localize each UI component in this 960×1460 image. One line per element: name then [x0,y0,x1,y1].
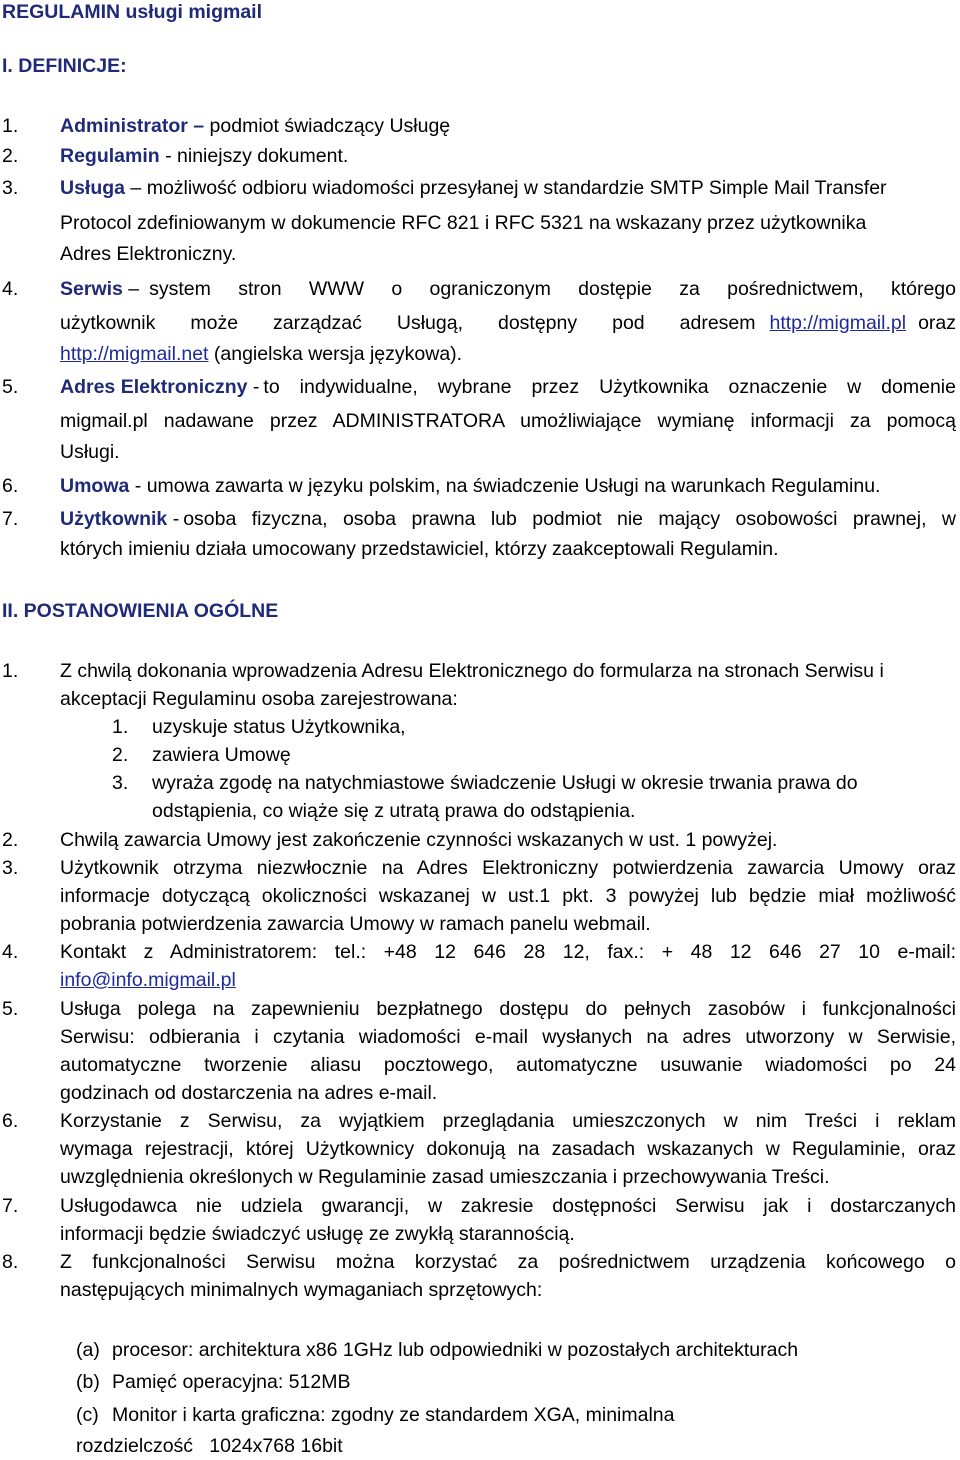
definition-text: podmiot świadczący Usługę [209,115,451,137]
definition-serwis-line2 [60,309,956,337]
definition-term: Użytkownik [60,508,168,530]
definition-usluga-line2: Protocol zdefiniowanym w dokumencie RFC 821 i RFC 5321 na wskazany przez użytkownika [60,212,867,234]
paragraph-5-line3: automatyczne tworzenie aliasu pocztowego, automatyczne usuwanie wiadomości po 24 [60,1054,956,1076]
paragraph-8-line2: następujących minimalnych wymaganiach sprzętowych: [60,1279,543,1301]
definition-num: 6. [2,475,19,497]
definition-num: 3. [2,177,19,199]
migmail-net-link[interactable]: http://migmail.net [60,343,209,365]
section-heading-definitions: I. DEFINICJE: [2,55,127,77]
requirement-label: (c) [76,1404,99,1426]
subitem-num: 3. [112,772,129,794]
definition-text: osoba fizyczna, osoba prawna lub podmiot nie mający osobowości prawnej, w [183,508,956,530]
definition-term: Serwis [60,278,123,300]
subitem-3-line1: wyraża zgodę na natychmiastowe świadczenie Usługi w okresie trwania prawa do [152,772,858,794]
definition-serwis-line1 [60,275,956,303]
definition-num: 1. [2,115,19,137]
definition-umowa-line1 [60,472,880,500]
requirement-label: (b) [76,1371,100,1393]
definition-serwis-line3 [60,340,462,368]
migmail-pl-link[interactable]: http://migmail.pl [769,312,907,334]
definition-sep: - [247,376,260,398]
requirement-memory: Pamięć operacyjna: 512MB [112,1371,351,1393]
paragraph-7-line2: informacji będzie świadczyć usługę ze zwykłą starannością. [60,1223,575,1245]
paragraph-3-line3: pobrania potwierdzenia zawarcia Umowy w ramach panelu webmail. [60,913,651,935]
paragraph-num: 1. [2,660,19,682]
definition-usluga-line3: Adres Elektroniczny. [60,243,237,265]
paragraph-8-line1: Z funkcjonalności Serwisu można korzystać za pośrednictwem urządzenia końcowego o [60,1251,956,1273]
paragraph-1-line1: Z chwilą dokonania wprowadzenia Adresu Elektronicznego do formularza na stronach Serwisu i [60,660,884,682]
paragraph-3-line1: Użytkownik otrzyma niezwłocznie na Adres Elektroniczny potwierdzenia zawarcia Umowy oraz [60,857,956,879]
definition-administrator [60,112,450,140]
contact-email-link[interactable]: info@info.migmail.pl [60,969,236,991]
paragraph-num: 4. [2,941,19,963]
subitem-2: zawiera Umowę [152,744,291,766]
definition-term: Usługa [60,177,126,199]
definition-text: użytkownik może zarządzać Usługą, dostępny pod adresem [60,312,756,334]
definition-adres-line3: Usługi. [60,441,120,463]
oraz-text: oraz [918,312,956,334]
definition-num: 5. [2,376,19,398]
requirement-monitor: Monitor i karta graficzna: zgodny ze standardem XGA, minimalna [112,1404,675,1426]
subitem-num: 2. [112,744,129,766]
definition-text: to indywidualne, wybrane przez Użytkownika oznaczenie w domenie [263,376,956,398]
document-title: REGULAMIN usługi migmail [2,1,263,23]
definition-adres-line1 [60,373,956,401]
definition-term: Adres Elektroniczny [60,376,248,398]
paragraph-6-line3: uwzględnienia określonych w Regulaminie zasad umieszczania i przechowywania Treści. [60,1166,830,1188]
definition-uzytkownik-line1 [60,505,956,533]
paragraph-2-line1: Chwilą zawarcia Umowy jest zakończenie czynności wskazanych w ust. 1 powyżej. [60,829,778,851]
definition-sep: – [125,177,147,199]
paragraph-5-line1: Usługa polega na zapewnieniu bezpłatnego dostępu do pełnych zasobów i funkcjonalności [60,998,956,1020]
definition-term: Administrator [60,115,188,137]
paragraph-num: 3. [2,857,19,879]
definition-term: Regulamin [60,145,160,167]
definition-sep: - [159,145,178,167]
definition-text: umowa zawarta w języku polskim, na świadczenie Usługi na warunkach Regulaminu. [146,475,881,497]
definition-regulamin [60,142,348,170]
definition-text: niniejszy dokument. [177,145,349,167]
paragraph-num: 2. [2,829,19,851]
definition-num: 4. [2,278,19,300]
paragraph-num: 5. [2,998,19,1020]
paragraph-4-line1: Kontakt z Administratorem: tel.: +48 12 646 28 12, fax.: + 48 12 646 27 10 e-mail: [60,941,956,963]
paragraph-6-line2: wymaga rejestracji, której Użytkownicy dokonują na zasadach wskazanych w Regulaminie, oraz [60,1138,956,1160]
paragraph-6-line1: Korzystanie z Serwisu, za wyjątkiem przeglądania umieszczonych w nim Treści i reklam [60,1110,956,1132]
requirement-label: (a) [76,1339,100,1361]
definition-sep: – [187,115,210,137]
definition-usluga-line1 [60,174,887,202]
definition-num: 7. [2,508,19,530]
paragraph-4-line2 [60,966,236,994]
definition-uzytkownik-line2: których imieniu działa umocowany przedstawiciel, którzy zaakceptowali Regulamin. [60,538,779,560]
paragraph-num: 6. [2,1110,19,1132]
definition-sep: - [167,508,180,530]
definition-num: 2. [2,145,19,167]
paragraph-num: 8. [2,1251,19,1273]
paragraph-5-line2: Serwisu: odbierania i czytania wiadomości e-mail wysłanych na adres utworzony w Serwisie, [60,1026,956,1048]
subitem-num: 1. [112,716,129,738]
subitem-1: uzyskuje status Użytkownika, [152,716,406,738]
paragraph-3-line2: informacje dotyczącą okoliczności wskazanej w ust.1 pkt. 3 powyżej lub będzie miał możliwość [60,885,956,907]
paragraph-1-line2: akceptacji Regulaminu osoba zarejestrowana: [60,688,458,710]
definition-text: (angielska wersja językowa). [213,343,463,365]
paragraph-7-line1: Usługodawca nie udziela gwarancji, w zakresie dostępności Serwisu jak i dostarczanych [60,1195,956,1217]
definition-text: możliwość odbioru wiadomości przesyłanej w standardzie SMTP Simple Mail Transfer [146,177,887,199]
subitem-3-line2: odstąpienia, co wiąże się z utratą prawa do odstąpienia. [152,800,636,822]
definition-adres-line2: migmail.pl nadawane przez ADMINISTRATORA umożliwiające wymianę informacji za pomocą [60,410,956,432]
definition-sep: – [122,278,140,300]
definition-term: Umowa [60,475,130,497]
definition-text: system stron WWW o ograniczonym dostępie za pośrednictwem, którego [149,278,956,300]
definition-sep: - [129,475,147,497]
paragraph-5-line4: godzinach od dostarczenia na adres e-mail. [60,1082,438,1104]
requirement-processor: procesor: architektura x86 1GHz lub odpowiedniki w pozostałych architekturach [112,1339,799,1361]
section-heading-general: II. POSTANOWIENIA OGÓLNE [2,600,279,622]
paragraph-num: 7. [2,1195,19,1217]
requirement-resolution: rozdzielczość 1024x768 16bit [76,1435,343,1457]
